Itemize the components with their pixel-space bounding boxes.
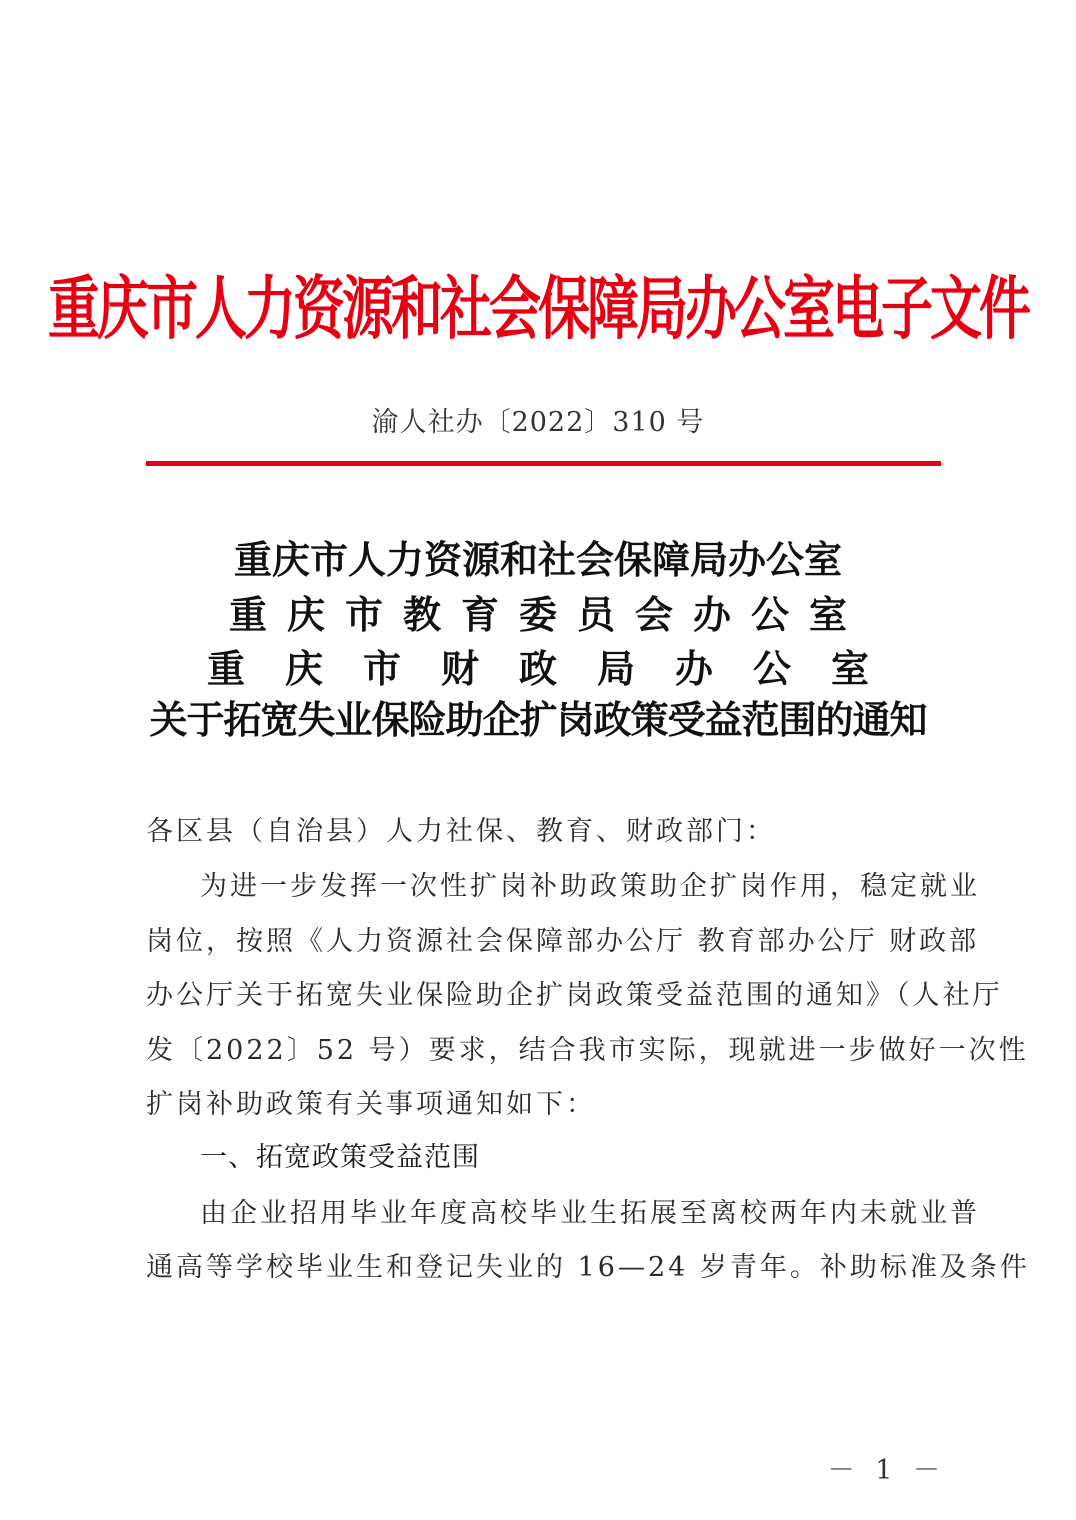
paragraph-1-line-3: 办公厅关于拓宽失业保险助企扩岗政策受益范围的通知》（人社厅 [146,980,1003,1011]
paragraph-1-line-2: 岗位，按照《人力资源社会保障部办公厅 教育部办公厅 财政部 [146,926,980,957]
paragraph-2-line-2: 通高等学校毕业生和登记失业的 16—24 岁青年。补助标准及条件 [146,1252,1030,1283]
document-number: 渝人社办〔2022〕310 号 [371,407,705,438]
red-divider-rule [146,461,941,466]
section-1-heading: 一、拓宽政策受益范围 [200,1142,480,1173]
masthead-title: 重庆市人力资源和社会保障局办公室电子文件 [47,270,1028,350]
page-number: － 1 － [827,1455,946,1486]
paragraph-2-line-1: 由企业招用毕业年度高校毕业生拓展至离校两年内未就业普 [200,1198,980,1229]
notice-subject-title: 关于拓宽失业保险助企扩岗政策受益范围的通知 [149,698,927,742]
salutation: 各区县（自治县）人力社保、教育、财政部门： [146,816,776,847]
paragraph-1-line-4: 发〔2022〕52 号）要求，结合我市实际，现就进一步做好一次性 [146,1035,1029,1066]
issuer-line-1: 重庆市人力资源和社会保障局办公室 [233,537,842,582]
paragraph-1-line-1: 为进一步发挥一次性扩岗补助政策助企扩岗作用，稳定就业 [200,871,980,902]
issuer-line-3: 重庆市财政局办公室 [206,646,909,691]
paragraph-1-line-5: 扩岗补助政策有关事项通知如下： [146,1089,596,1120]
issuer-line-2: 重庆市教育委员会办公室 [228,592,867,637]
